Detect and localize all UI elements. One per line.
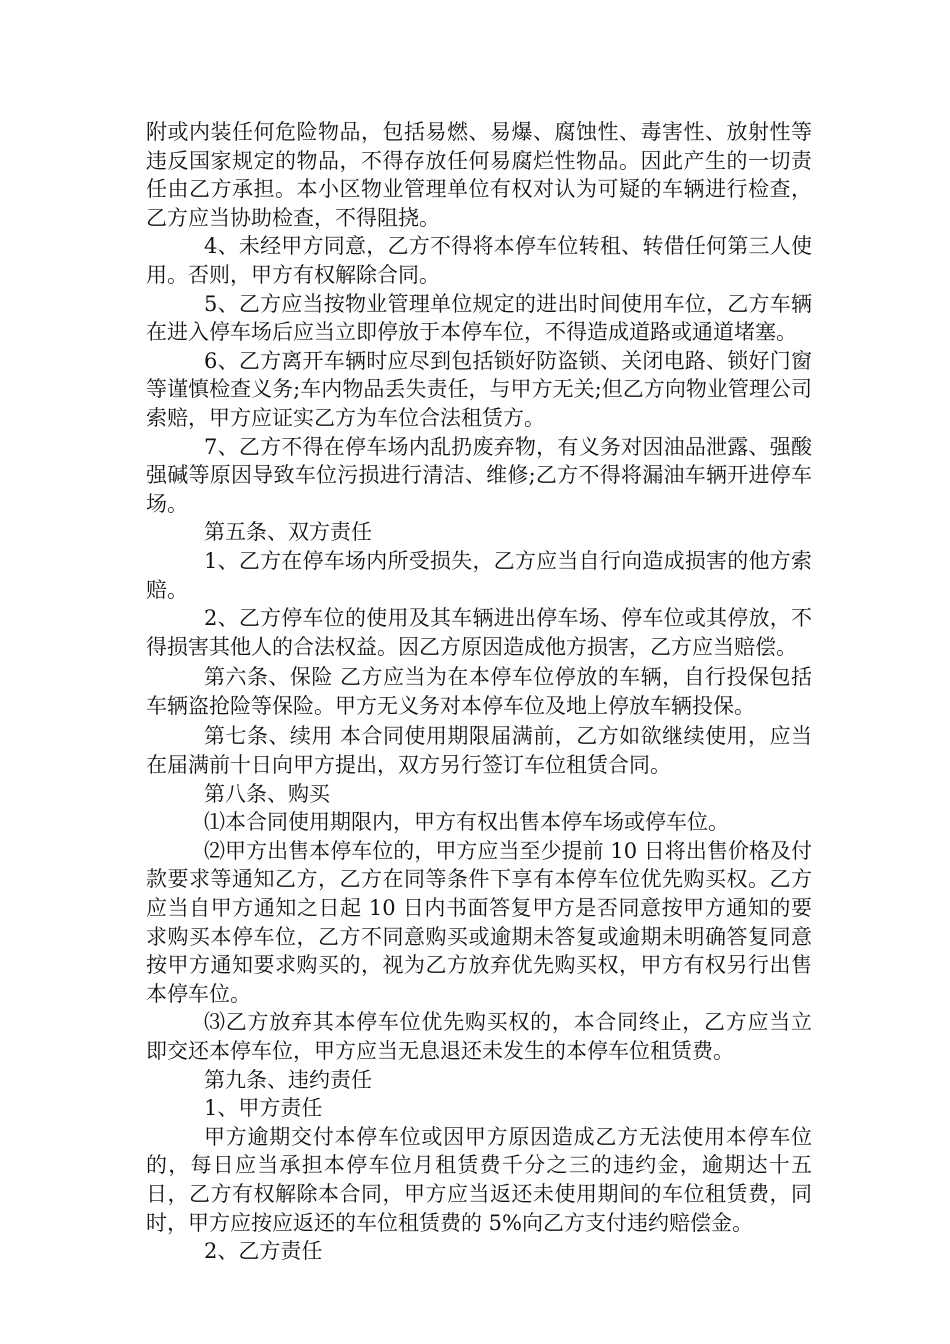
article-5-item-2: 2、乙方停车位的使用及其车辆进出停车场、停车位或其停放，不得损害其他人的合法权益。因乙方原因造成他方损害，乙方应当赔偿。 — [146, 606, 812, 659]
paragraph-continuation: 附或内装任何危险物品，包括易燃、易爆、腐蚀性、毒害性、放射性等违反国家规定的物品，不得存放任何易腐烂性物品。因此产生的一切责任由乙方承担。本小区物业管理单位有权对认为可疑的车辆进行检查，乙方应当协助检查，不得阻挠。 — [146, 120, 812, 230]
article-8-heading: 第八条、购买 — [204, 781, 330, 806]
clause-7: 7、乙方不得在停车场内乱扔废弃物，有义务对因油品泄露、强酸强碱等原因导致车位污损进行清洁、维修;乙方不得将漏油车辆开进停车场。 — [146, 434, 812, 516]
clause-6: 6、乙方离开车辆时应尽到包括锁好防盗锁、关闭电路、锁好门窗等谨慎检查义务;车内物品丢失责任，与甲方无关;但乙方向物业管理公司索赔，甲方应证实乙方为车位合法租赁方。 — [146, 348, 812, 430]
article-9-heading: 第九条、违约责任 — [204, 1067, 372, 1092]
article-8-item-2: ⑵甲方出售本停车位的，甲方应当至少提前 10 日将出售价格及付款要求等通知乙方，乙方在同等条件下享有本停车位优先购买权。乙方应当自甲方通知之日起 10 日内书面答复甲方是否同意按甲方通知的要求购买本停车位，乙方不同意购买或逾期未答复或逾期未明确答复同意按甲方通知要求购买的，视为乙方放弃优先购买权，甲方有权另行出售本停车位。 — [146, 838, 812, 1006]
article-5-item-1: 1、乙方在停车场内所受损失，乙方应当自行向造成损害的他方索赔。 — [146, 548, 812, 602]
article-9-party-b-heading: 2、乙方责任 — [204, 1239, 323, 1264]
article-6-insurance: 第六条、保险 乙方应当为在本停车位停放的车辆，自行投保包括车辆盗抢险等保险。甲方无义务对本停车位及地上停放车辆投保。 — [146, 665, 812, 718]
article-8-item-1: ⑴本合同使用期限内，甲方有权出售本停车场或停车位。 — [204, 810, 729, 835]
article-8-item-3: ⑶乙方放弃其本停车位优先购买权的，本合同终止，乙方应当立即交还本停车位，甲方应当无息退还未发生的本停车位租赁费。 — [146, 1010, 812, 1063]
article-9-party-a-heading: 1、甲方责任 — [204, 1096, 323, 1121]
document-page — [146, 118, 812, 1266]
article-7-renewal: 第七条、续用 本合同使用期限届满前，乙方如欲继续使用，应当在届满前十日向甲方提出，双方另行签订车位租赁合同。 — [146, 724, 812, 778]
article-5-heading: 第五条、双方责任 — [204, 520, 372, 545]
clause-5: 5、乙方应当按物业管理单位规定的进出时间使用车位，乙方车辆在进入停车场后应当立即停放于本停车位，不得造成道路或通道堵塞。 — [146, 291, 812, 345]
article-9-party-a-body: 甲方逾期交付本停车位或因甲方原因造成乙方无法使用本停车位的，每日应当承担本停车位月租赁费千分之三的违约金，逾期达十五日，乙方有权解除本合同，甲方应当返还未使用期间的车位租赁费，同时，甲方应按应返还的车位租赁费的 5%向乙方支付违约赔偿金。 — [146, 1124, 812, 1235]
clause-4: 4、未经甲方同意，乙方不得将本停车位转租、转借任何第三人使用。否则，甲方有权解除合同。 — [146, 234, 812, 287]
